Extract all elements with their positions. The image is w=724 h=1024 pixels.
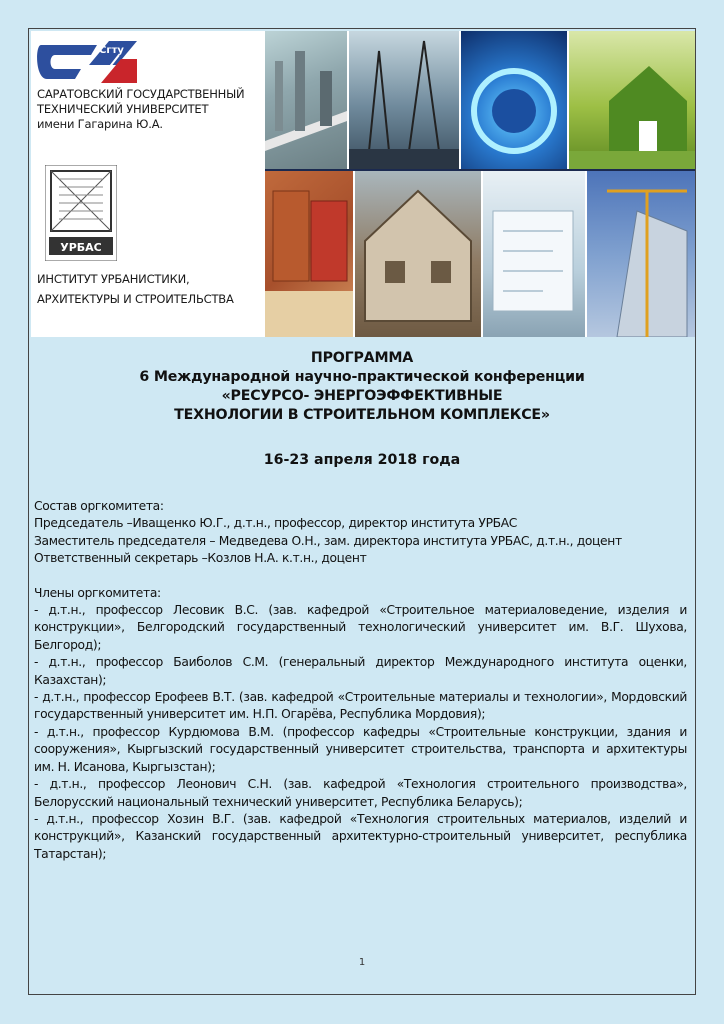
university-name: САРАТОВСКИЙ ГОСУДАРСТВЕННЫЙ ТЕХНИЧЕСКИЙ УНИВЕРСИТЕТ имени Гагарина Ю.А. [37, 87, 245, 131]
member-item: - д.т.н., профессор Леонович С.Н. (зав. кафедрой «Технология строительного производства», Белорусский национальный технический университет, Республика Беларусь); [34, 777, 687, 809]
committee-chair: Председатель –Иващенко Ю.Г., д.т.н., профессор, директор института УРБАС [34, 516, 518, 531]
committee-section [34, 498, 687, 863]
member-item: - д.т.н., профессор Курдюмова В.М. (профессор кафедры «Строительные конструкции, здания и сооружения», Кыргызский государственный университет строительства, транспорта и архитектуры им. Н. Исанова, Кыргызстан); [34, 724, 687, 774]
urbas-logo [45, 165, 117, 261]
committee-heading: Состав оргкомитета: [34, 499, 164, 513]
page-number: 1 [358, 957, 366, 968]
page-frame [28, 28, 696, 995]
title-line-4: ТЕХНОЛОГИИ В СТРОИТЕЛЬНОМ КОМПЛЕКСЕ» [174, 407, 550, 423]
committee-secretary: Ответственный секретарь –Козлов Н.А. к.т.н., доцент [34, 551, 367, 566]
sstu-logo [37, 37, 139, 87]
title-line-1: ПРОГРАММА [310, 350, 414, 366]
document-body [29, 337, 695, 863]
photo-blueprints [483, 171, 585, 337]
member-item: - д.т.н., профессор Баиболов С.М. (генеральный директор Международного института оценки, Казахстан); [34, 655, 687, 687]
conference-dates: 16-23 апреля 2018 года [263, 452, 461, 468]
member-item: - д.т.н., профессор Хозин В.Г. (зав. кафедрой «Технология строительных материалов, изделий и конструкций», Казанский государственный архитектурно-строительный университет, республика Татарстан); [34, 811, 687, 861]
committee-vice-chair: Заместитель председателя – Медведева О.Н., зам. директора института УРБАС, д.т.н., доцент [34, 533, 622, 548]
title-line-2: 6 Международной научно-практической конференции [139, 369, 585, 385]
title-line-3: «РЕСУРСО- ЭНЕРГОЭФФЕКТИВНЫЕ [221, 388, 503, 404]
photo-house-frame [355, 171, 481, 337]
logo-panel [31, 31, 265, 337]
institute-name: ИНСТИТУТ УРБАНИСТИКИ, АРХИТЕКТУРЫ И СТРОИТЕЛЬСТВА [37, 272, 234, 306]
photo-skyscraper [587, 171, 695, 337]
member-item: - д.т.н., профессор Лесовик В.С. (зав. кафедрой «Строительное материаловедение, изделия и конструкции», Белгородский государственный технологический университет им. В.Г. Шухова, Белгород); [34, 603, 687, 652]
conference-title [29, 349, 695, 425]
header-banner [31, 31, 695, 337]
photo-gas-flame [461, 31, 567, 169]
photo-city-bridge [265, 31, 347, 169]
svg-text:Сгту: Сгту [99, 45, 124, 56]
member-item: - д.т.н., профессор Ерофеев В.Т. (зав. кафедрой «Строительные материалы и технологии», Мордовский государственный университет им. Н.П. Огарёва, Республика Мордовия); [34, 690, 687, 722]
photo-green-house [569, 31, 695, 169]
photo-oil-rig [349, 31, 459, 169]
members-heading: Члены оргкомитета: [34, 585, 161, 600]
photo-bricks [265, 171, 353, 337]
svg-text:УРБАС: УРБАС [60, 241, 102, 254]
